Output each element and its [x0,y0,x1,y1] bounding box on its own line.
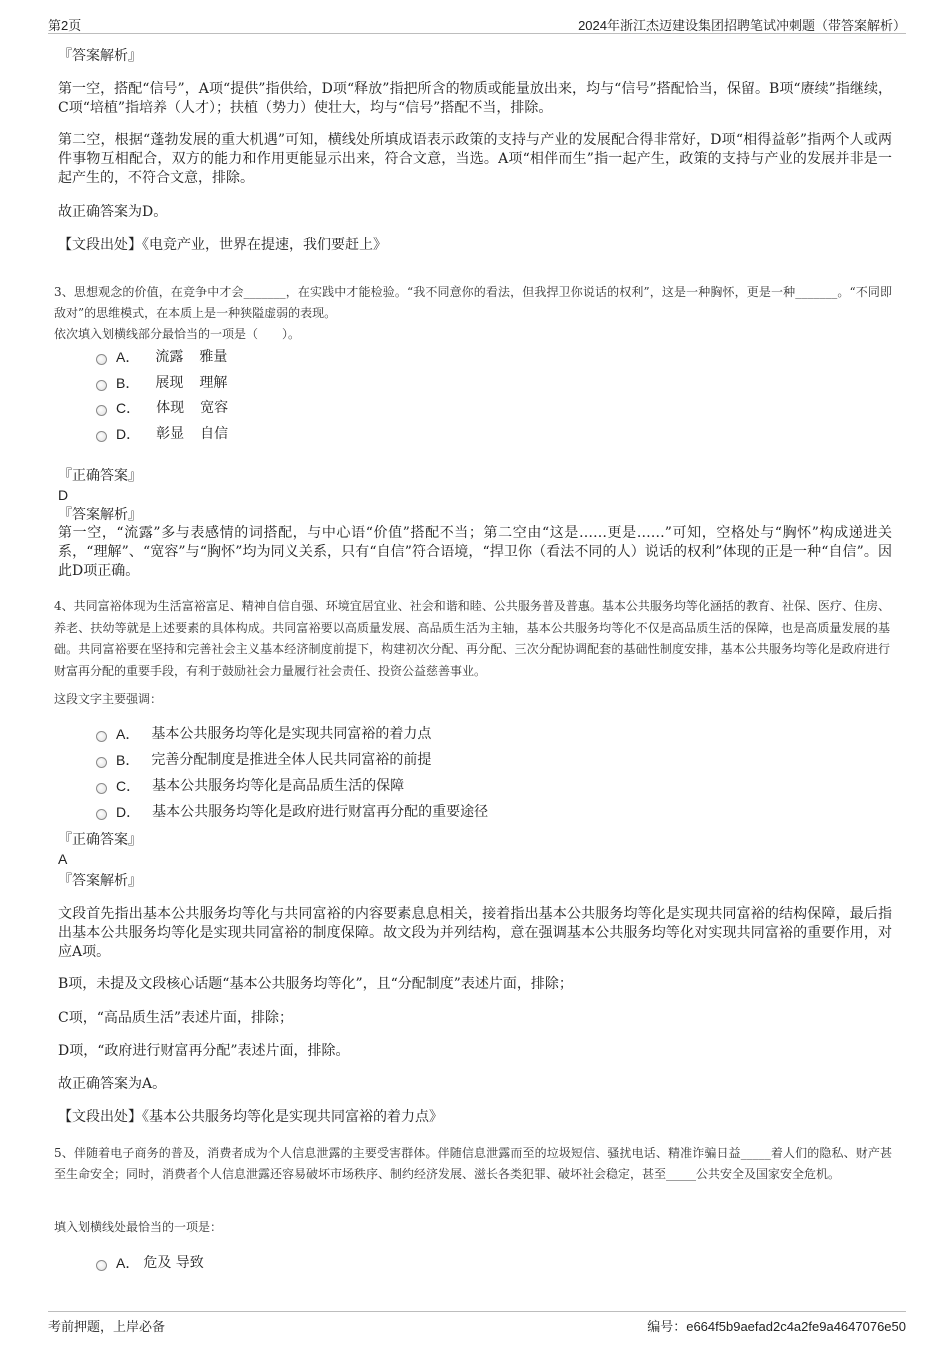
radio-icon[interactable] [96,809,107,820]
q5-instruction: 填入划横线处最恰当的一项是： [54,1220,223,1234]
radio-icon[interactable] [96,783,107,794]
page-number: 第2页 [48,18,82,33]
q3-option-d[interactable]: D． 彰显 自信 [96,424,228,444]
q3-analysis-label: 『答案解析』 [58,507,142,523]
q4-analysis-p2: B项，未提及文段核心话题“基本公共服务均等化”，且“分配制度”表述片面，排除； [58,976,573,992]
q2-analysis-label: 『答案解析』 [58,48,142,64]
q3-answer-label: 『正确答案』 [58,468,142,484]
radio-icon[interactable] [96,354,107,365]
document-id: 编号：e664f5b9aefad2c4a2fe9a4647076e50 [647,1319,906,1334]
q3-option-b[interactable]: B． 展现 理解 [96,373,227,393]
q4-option-b[interactable]: B． 完善分配制度是推进全体人民共同富裕的前提 [96,750,431,770]
document-title: 2024年浙江杰迈建设集团招聘笔试冲刺题（带答案解析） [578,18,906,33]
radio-icon[interactable] [96,731,107,742]
q4-stem: 4、共同富裕体现为生活富裕富足、精神自信自强、环境宜居宜业、社会和谐和睦、公共服务普及普惠。基本公共服务均等化涵括的教育、社保、医疗、住房、养老、扶幼等就是上述要素的具体构成。共同富裕要以高质量发展、高品质生活为主轴，基本公共服务均等化不仅是高品质生活的保障，也是高质量发展的基础。共同富裕要在坚持和完善社会主义基本经济制度前提下，构建初次分配、再分配、三次分配协调配套的基础性制度安排，基本公共服务均等化是政府进行财富再分配的重要手段，有利于鼓励社会力量履行社会责任、投资公益慈善事业。 [54,599,890,678]
radio-icon[interactable] [96,1260,107,1271]
page-header [48,13,906,34]
q3-answer: D [58,487,69,503]
q4-conclusion: 故正确答案为A。 [58,1076,167,1092]
q4-instruction: 这段文字主要强调： [54,692,163,706]
q5-stem: 5、伴随着电子商务的普及，消费者成为个人信息泄露的主要受害群体。伴随信息泄露而至的垃圾短信、骚扰电话、精准诈骗日益_____着人们的隐私、财产甚至生命安全；同时，消费者个人信息泄露还容易破坏市场秩序、制约经济发展、滋长各类犯罪、破坏社会稳定，甚至_____公共安全及国家安全危机。 [54,1146,892,1181]
q2-conclusion: 故正确答案为D。 [58,204,168,220]
radio-icon[interactable] [96,431,107,442]
q2-analysis-p2: 第二空，根据“蓬勃发展的重大机遇”可知，横线处所填成语表示政策的支持与产业的发展配合得非常好，D项“相得益彰”指两个人或两件事物互相配合，双方的能力和作用更能显示出来，符合文意，当选。A项“相伴而生”指一起产生，政策的支持与产业的发展并非是一起产生的，不符合文意，排除。 [58,132,892,186]
radio-icon[interactable] [96,380,107,391]
q4-option-a[interactable]: A． 基本公共服务均等化是实现共同富裕的着力点 [96,724,431,744]
q3-option-c[interactable]: C． 体现 宽容 [96,398,228,418]
q4-analysis-p1: 文段首先指出基本公共服务均等化与共同富裕的内容要素息息相关，接着指出基本公共服务均等化是实现共同富裕的结构保障，最后指出基本公共服务均等化是实现共同富裕的制度保障。故文段为并列结构，意在强调基本公共服务均等化对实现共同富裕的重要作用，对应A项。 [58,906,892,960]
page-footer [48,1311,906,1334]
radio-icon[interactable] [96,757,107,768]
footer-slogan: 考前押题，上岸必备 [48,1319,166,1334]
q4-analysis-label: 『答案解析』 [58,873,142,889]
q4-analysis-p3: C项，“高品质生活”表述片面，排除； [58,1010,294,1026]
q3-analysis: 第一空，“流露”多与表感情的词搭配，与中心语“价值”搭配不当；第二空由“这是……更是……”可知，空格处与“胸怀”构成递进关系，“理解”、“宽容”与“胸怀”均为同义关系，只有“自信”符合语境，“捍卫你（看法不同的人）说话的权利”体现的正是一种“自信”。因此D项正确。 [58,525,892,579]
q4-analysis-p4: D项，“政府进行财富再分配”表述片面，排除。 [58,1043,350,1059]
q4-option-d[interactable]: D． 基本公共服务均等化是政府进行财富再分配的重要途径 [96,802,488,822]
q2-analysis-p1: 第一空，搭配“信号”，A项“提供”指供给，D项“释放”指把所含的物质或能量放出来，均与“信号”搭配恰当，保留。B项“赓续”指继续，C项“培植”指培养（人才）；扶植（势力）使壮大，均与“信号”搭配不当，排除。 [58,81,892,116]
radio-icon[interactable] [96,405,107,416]
q4-answer: A [58,851,68,867]
q2-source: 【文段出处】《电竞产业，世界在提速，我们要赶上》 [58,237,387,253]
q3-instruction: 依次填入划横线部分最恰当的一项是（ ）。 [54,327,301,341]
q3-option-a[interactable]: A． 流露 雅量 [96,347,227,367]
q4-option-c[interactable]: C． 基本公共服务均等化是高品质生活的保障 [96,776,404,796]
q3-stem: 3、思想观念的价值，在竞争中才会_______，在实践中才能检验。“我不同意你的看法，但我捍卫你说话的权利”，这是一种胸怀，更是一种_______。“不同即敌对”的思维模式，在本质上是一种狭隘虚弱的表现。 [54,285,892,320]
q4-answer-label: 『正确答案』 [58,832,142,848]
q5-option-a[interactable]: A． 危及 导致 [96,1253,204,1273]
q4-source: 【文段出处】《基本公共服务均等化是实现共同富裕的着力点》 [58,1109,443,1125]
